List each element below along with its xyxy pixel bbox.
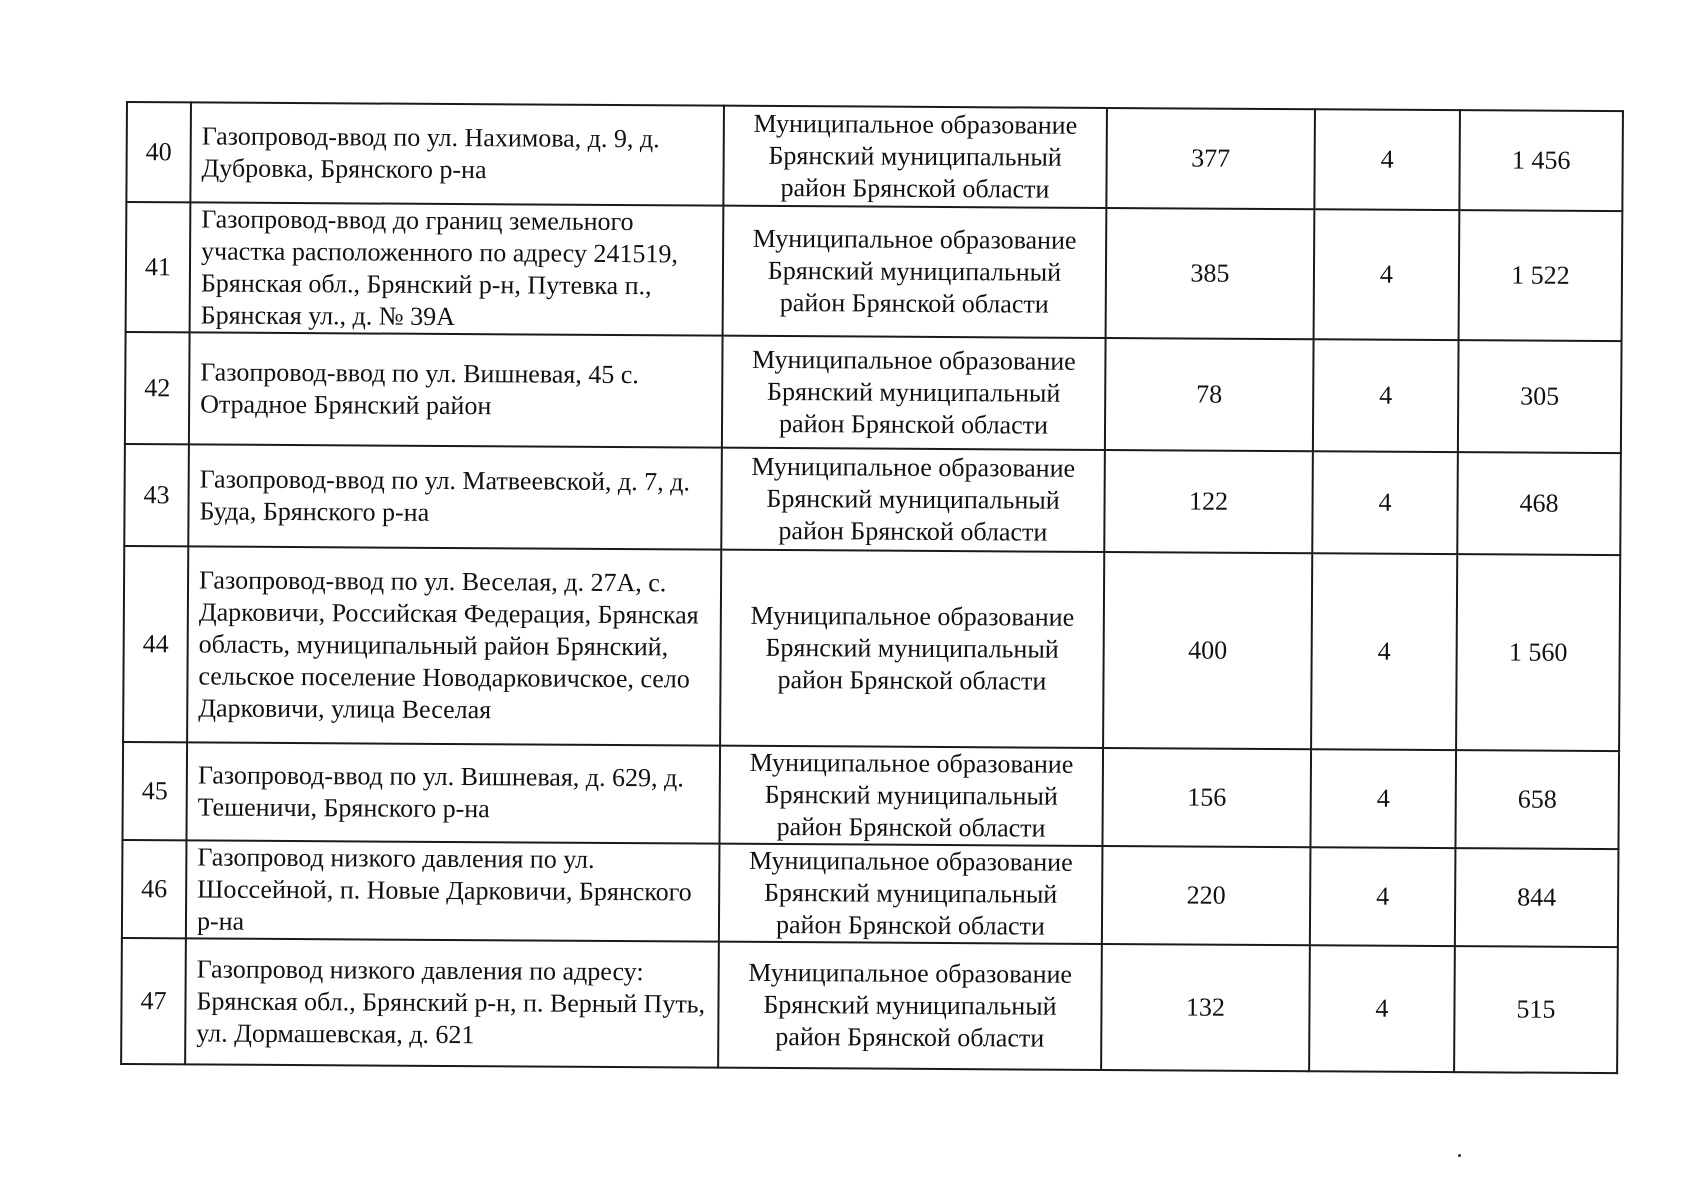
object-name: Газопровод-ввод по ул. Нахимова, д. 9, д. Дубровка, Брянского р-на [190,102,724,205]
object-name: Газопровод-ввод по ул. Вишневая, д. 629, д. Тешеничи, Брянского р-на [186,742,720,843]
length-value: 400 [1103,552,1312,749]
owner-name: Муниципальное образование Брянский муниципальный район Брянской области [720,550,1104,748]
owner-name: Муниципальное образование Брянский муниципальный район Брянской области [723,106,1107,208]
length-value: 156 [1102,748,1311,847]
third-value: 658 [1455,750,1619,849]
table-row [121,938,1618,1073]
object-name: Газопровод низкого давления по ул. Шоссейной, п. Новые Дарковичи, Брянского р-на [186,840,720,941]
second-value: 4 [1312,451,1458,554]
owner-name: Муниципальное образование Брянский муниципальный район Брянской области [721,448,1105,552]
length-value: 377 [1106,108,1315,209]
row-number: 43 [124,444,189,546]
third-value: 515 [1454,946,1618,1073]
row-number: 45 [122,742,187,840]
length-value: 132 [1101,944,1310,1071]
row-number: 44 [123,546,188,742]
scan-speck [1458,1154,1461,1157]
object-name: Газопровод-ввод по ул. Вишневая, 45 с. Отрадное Брянский район [189,332,723,447]
row-number: 46 [122,840,187,938]
object-name: Газопровод-ввод по ул. Матвеевской, д. 7, д. Буда, Брянского р-на [188,444,722,549]
table-row [126,202,1623,341]
row-number: 42 [125,332,190,444]
third-value: 468 [1457,452,1621,555]
object-name: Газопровод-ввод до границ земельного участка расположенного по адресу 241519, Брянская обл., Брянский р-н, Путевка п., Брянская ул., д. № 39А [190,202,724,335]
second-value: 4 [1314,109,1460,210]
third-value: 1 456 [1459,110,1623,211]
table-row [124,444,1621,555]
row-number: 47 [121,938,186,1064]
second-value: 4 [1314,209,1460,340]
second-value: 4 [1310,749,1456,848]
owner-name: Муниципальное образование Брянский муниципальный район Брянской области [719,844,1103,944]
row-number: 41 [126,202,191,332]
second-value: 4 [1310,847,1456,946]
third-value: 1 560 [1456,554,1620,751]
object-name: Газопровод-ввод по ул. Веселая, д. 27А, с. Дарковичи, Российская Федерация, Брянская область, муниципальный район Брянский, сельское поселение Новодарковичское, село Дарковичи, улица Веселая [187,546,721,745]
second-value: 4 [1309,945,1455,1072]
third-value: 305 [1458,340,1622,453]
owner-name: Муниципальное образование Брянский муниципальный район Брянской области [723,206,1107,338]
second-value: 4 [1313,339,1459,452]
owner-name: Муниципальное образование Брянский муниципальный район Брянской области [722,336,1106,450]
third-value: 844 [1455,848,1619,947]
table-row [126,102,1623,211]
table-row [125,332,1622,453]
length-value: 385 [1106,208,1315,339]
second-value: 4 [1311,553,1457,750]
table-row [122,840,1619,947]
third-value: 1 522 [1459,210,1623,341]
table-row [123,546,1620,751]
length-value: 122 [1104,450,1313,553]
owner-name: Муниципальное образование Брянский муниципальный район Брянской области [718,942,1102,1070]
gas-pipeline-table [120,101,1624,1074]
owner-name: Муниципальное образование Брянский муниципальный район Брянской области [719,746,1103,846]
row-number: 40 [126,102,191,202]
table-row [122,742,1619,849]
length-value: 78 [1105,338,1314,451]
object-name: Газопровод низкого давления по адресу: Брянская обл., Брянский р-н, п. Верный Путь, ул. Дормашевская, д. 621 [185,938,719,1067]
length-value: 220 [1102,846,1311,945]
